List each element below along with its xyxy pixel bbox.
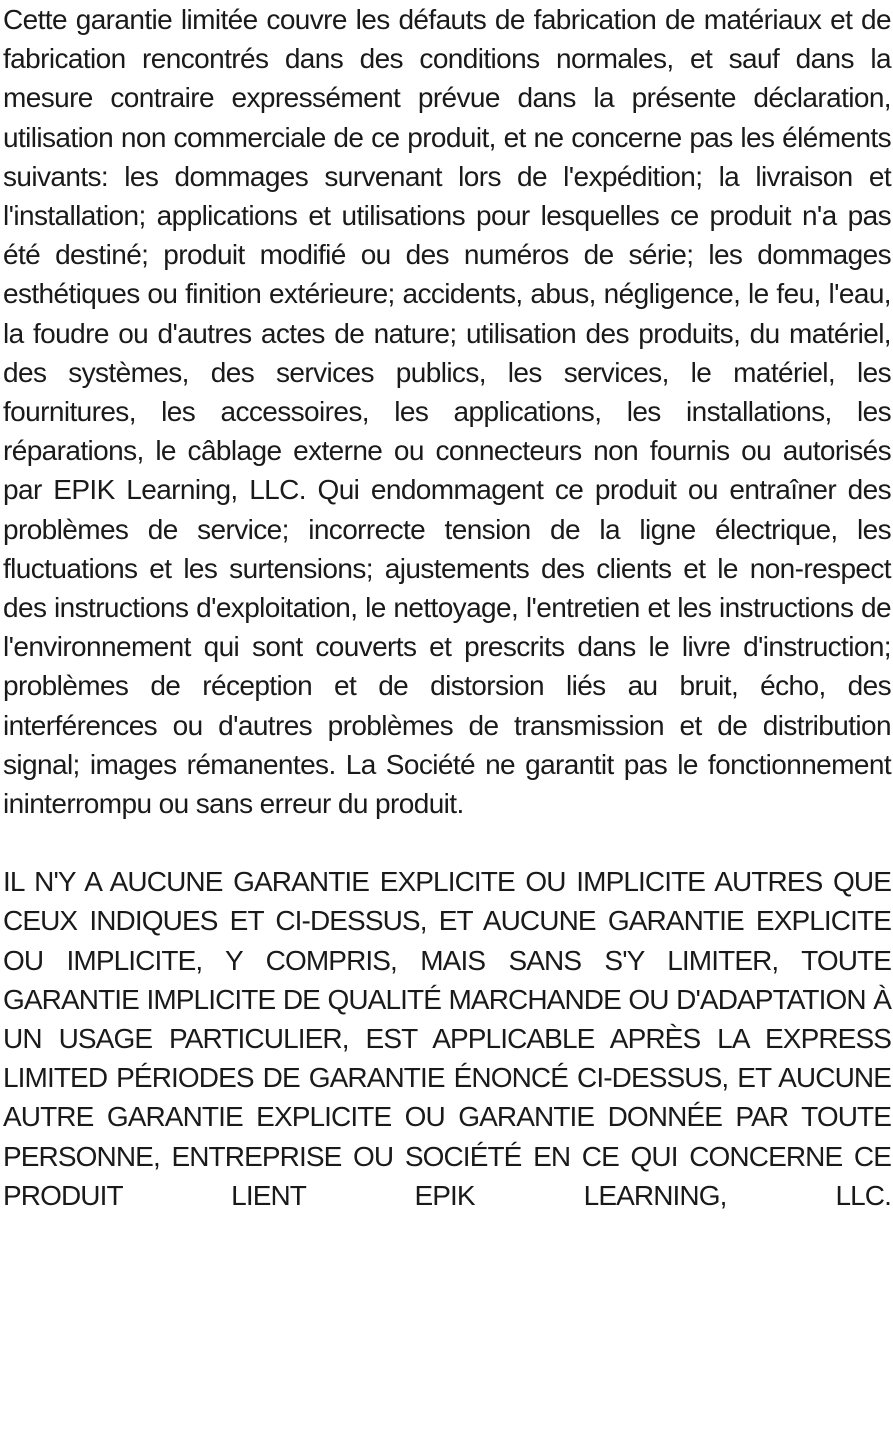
warranty-document (3, 0, 891, 1215)
warranty-disclaimer-paragraph: IL N'Y A AUCUNE GARANTIE EXPLICITE OU IMPLICITE AUTRES QUE CEUX INDIQUES ET CI-DESSUS, ET AUCUNE GARANTIE EXPLICITE OU IMPLICITE, Y COMPRIS, MAIS SANS S'Y LIMITER, TOUTE GARANTIE IMPLICITE DE QUALITÉ MARCHANDE OU D'ADAPTATION À UN USAGE PARTICULIER, EST APPLICABLE APRÈS LA EXPRESS LIMITED PÉRIODES DE GARANTIE ÉNONCÉ CI-DESSUS, ET AUCUNE AUTRE GARANTIE EXPLICITE OU GARANTIE DONNÉE PAR TOUTE PERSONNE, ENTREPRISE OU SOCIÉTÉ EN CE QUI CONCERNE CE PRODUIT LIENT EPIK LEARNING, LLC. (3, 866, 891, 1211)
warranty-exclusions-paragraph: Cette garantie limitée couvre les défauts de fabrication de matériaux et de fabrication rencontrés dans des conditions normales, et sauf dans la mesure contraire expressément prévue dans la présente déclaration, utilisation non commerciale de ce produit, et ne concerne pas les éléments suivants: les dommages survenant lors de l'expédition; la livraison et l'installation; applications et utilisations pour lesquelles ce produit n'a pas été destiné; produit modifié ou des numéros de série; les dommages esthétiques ou finition extérieure; accidents, abus, négligence, le feu, l'eau, la foudre ou d'autres actes de nature; utilisation des produits, du matériel, des systèmes, des services publics, les services, le matériel, les fournitures, les accessoires, les applications, les installations, les réparations, le câblage externe ou connecteurs non fournis ou autorisés par EPIK Learning, LLC. Qui endommagent ce produit ou entraîner des problèmes de service; incorrecte tension de la ligne électrique, les fluctuations et les surtensions; ajustements des clients et le non-respect des instructions d'exploitation, le nettoyage, l'entretien et les instructions de l'environnement qui sont couverts et prescrits dans le livre d'instruction; problèmes de réception et de distorsion liés au bruit, écho, des interférences ou d'autres problèmes de transmission et de distribution signal; images rémanentes. La Société ne garantit pas le fonctionnement ininterrompu ou sans erreur du produit. (3, 4, 891, 820)
